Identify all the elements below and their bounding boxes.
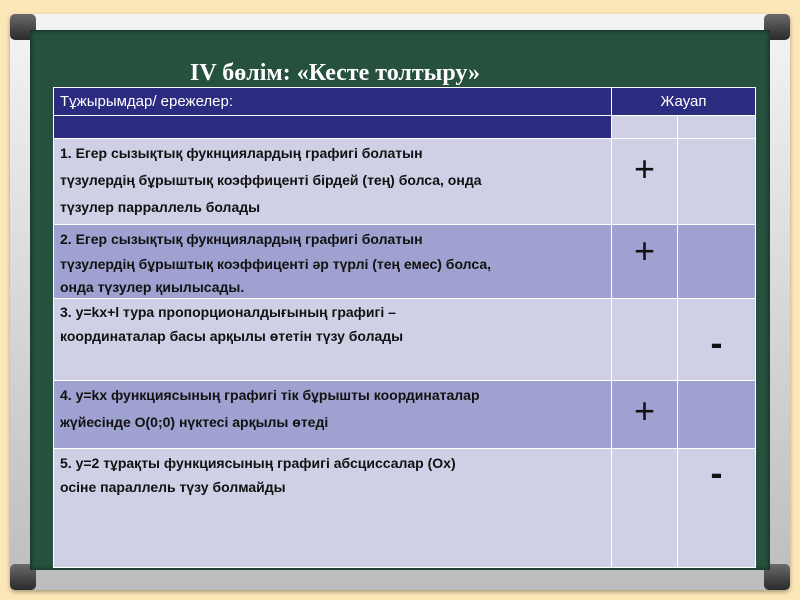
- table-row: [54, 299, 756, 381]
- statement-cell: [54, 449, 612, 568]
- statement-line: түзулердің бұрыштық коэффиценті әр түрлі (тең емес) болса,: [60, 256, 491, 272]
- answer-mark: +: [633, 230, 656, 271]
- answer-mark: +: [633, 148, 656, 189]
- statement-cell: [54, 139, 612, 225]
- statement-cell: [54, 299, 612, 381]
- statement-line: координаталар басы арқылы өтетін түзу болады: [60, 328, 404, 344]
- table-row: [54, 449, 756, 568]
- table-row: [54, 139, 756, 225]
- answer-mark: +: [633, 390, 656, 431]
- answer-cell-a[interactable]: [612, 299, 678, 381]
- table-row: [54, 381, 756, 449]
- statement-line: 5. y=2 тұрақты функциясының графигі абсциссалар (Ox): [60, 455, 456, 471]
- statement-line: осіне параллель түзу болмайды: [60, 479, 286, 495]
- statement-line: 3. y=kx+l тура пропорционалдығының графигі –: [60, 304, 396, 320]
- table-row: [54, 225, 756, 299]
- answer-cell-a[interactable]: [612, 225, 678, 299]
- subheader-answer-a: [612, 116, 678, 139]
- answer-cell-b[interactable]: [678, 299, 756, 381]
- table-subheader-row: [54, 116, 756, 139]
- statement-line: жүйесінде О(0;0) нүктесі арқылы өтеді: [60, 414, 329, 430]
- answer-mark: -: [710, 322, 723, 363]
- subheader-answer-b: [678, 116, 756, 139]
- answer-mark: -: [710, 452, 723, 493]
- statement-line: онда түзулер қиылысады.: [60, 279, 245, 295]
- header-answer: Жауап: [612, 88, 756, 116]
- statement-line: түзулер парраллель болады: [60, 199, 261, 215]
- answer-cell-b[interactable]: [678, 381, 756, 449]
- page-title: IV бөлім: «Кесте толтыру»: [190, 60, 481, 86]
- answer-cell-a[interactable]: [612, 449, 678, 568]
- header-statements: Тұжырымдар/ ережелер:: [54, 88, 612, 116]
- answer-cell-b[interactable]: [678, 449, 756, 568]
- statement-line: 2. Егер сызықтық фукнциялардың графигі болатын: [60, 231, 423, 247]
- answer-cell-b[interactable]: [678, 139, 756, 225]
- statement-line: 4. y=kx функциясының графигі тік бұрышты координаталар: [60, 387, 480, 403]
- answer-table: [53, 87, 756, 568]
- answer-cell-a[interactable]: [612, 139, 678, 225]
- statement-cell: [54, 225, 612, 299]
- statement-line: 1. Егер сызықтық фукнциялардың графигі болатын: [60, 145, 423, 161]
- statement-line: түзулердің бұрыштық коэффиценті бірдей (тең) болса, онда: [60, 172, 482, 188]
- subheader-spacer: [54, 116, 612, 139]
- answer-cell-a[interactable]: [612, 381, 678, 449]
- answer-cell-b[interactable]: [678, 225, 756, 299]
- statement-cell: [54, 381, 612, 449]
- table-header-row: [54, 88, 756, 116]
